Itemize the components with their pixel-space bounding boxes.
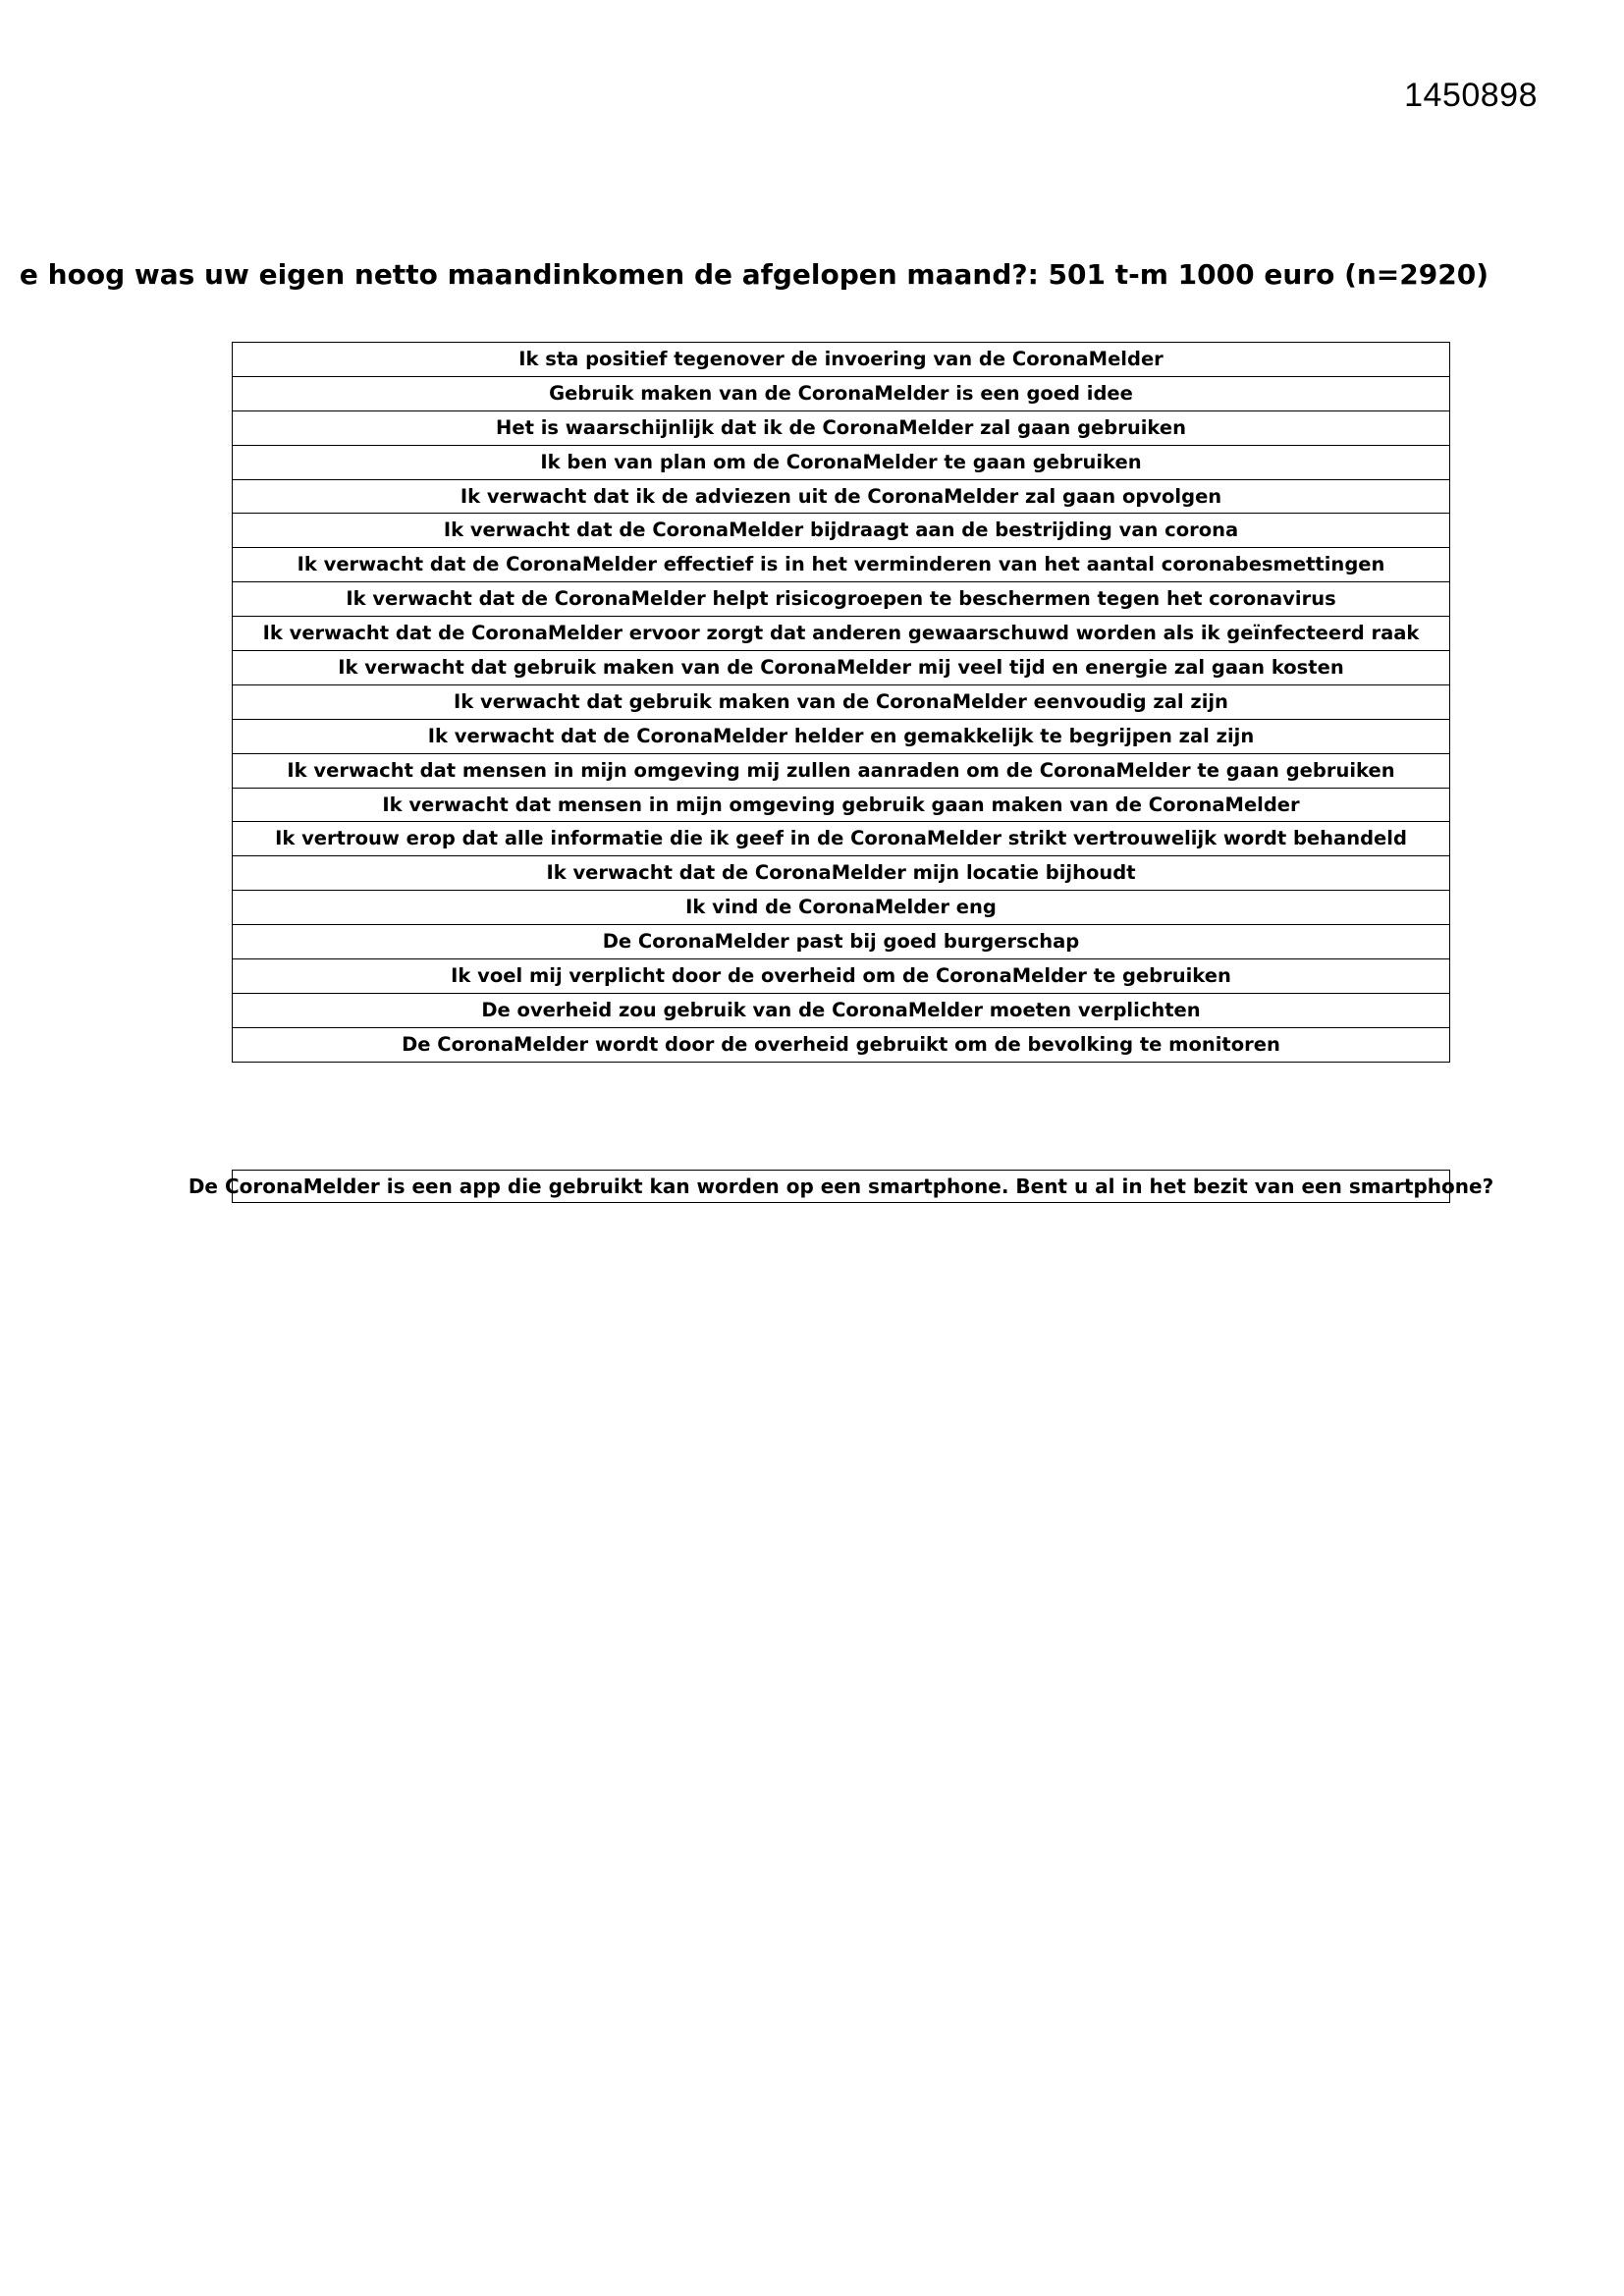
table-row (233, 788, 1450, 822)
question-box (188, 1170, 1494, 1203)
table-row (233, 925, 1450, 959)
statement-cell: Ik verwacht dat gebruik maken van de CoronaMelder mij veel tijd en energie zal gaan kosten (233, 651, 1450, 685)
table-row (233, 822, 1450, 856)
table-row (233, 959, 1450, 994)
statement-cell: Ik verwacht dat de CoronaMelder helder en gemakkelijk te begrijpen zal zijn (233, 719, 1450, 753)
table-row (233, 548, 1450, 582)
table-row (233, 651, 1450, 685)
table-row (233, 479, 1450, 514)
statement-cell: Ik verwacht dat gebruik maken van de CoronaMelder eenvoudig zal zijn (233, 684, 1450, 719)
table-row (233, 684, 1450, 719)
document-id: 1450898 (1404, 77, 1538, 114)
statement-cell: Ik voel mij verplicht door de overheid om de CoronaMelder te gebruiken (233, 959, 1450, 994)
statement-cell: Ik verwacht dat de CoronaMelder effectief is in het verminderen van het aantal coronabesmettingen (233, 548, 1450, 582)
statement-cell: Ik verwacht dat de CoronaMelder ervoor zorgt dat anderen gewaarschuwd worden als ik geïnfecteerd raak (233, 617, 1450, 651)
table-row (233, 514, 1450, 548)
statement-cell: Ik verwacht dat ik de adviezen uit de CoronaMelder zal gaan opvolgen (233, 479, 1450, 514)
question-text: De CoronaMelder is een app die gebruikt kan worden op een smartphone. Bent u al in het bezit van een smartphone? (188, 1175, 1494, 1198)
statement-cell: Ik vind de CoronaMelder eng (233, 891, 1450, 925)
statements-table (232, 342, 1450, 1063)
statement-cell: Ik ben van plan om de CoronaMelder te gaan gebruiken (233, 445, 1450, 479)
statement-cell: Ik verwacht dat de CoronaMelder bijdraagt aan de bestrijding van corona (233, 514, 1450, 548)
statement-cell: De overheid zou gebruik van de CoronaMelder moeten verplichten (233, 993, 1450, 1027)
table-row (233, 582, 1450, 617)
statement-cell: De CoronaMelder wordt door de overheid gebruikt om de bevolking te monitoren (233, 1027, 1450, 1062)
section-title: e hoog was uw eigen netto maandinkomen de afgelopen maand?: 501 t-m 1000 euro (n=2920) (19, 258, 1489, 291)
table-row (233, 343, 1450, 377)
statement-cell: Ik verwacht dat mensen in mijn omgeving mij zullen aanraden om de CoronaMelder te gaan gebruiken (233, 753, 1450, 788)
table-row (233, 753, 1450, 788)
statement-cell: Ik sta positief tegenover de invoering van de CoronaMelder (233, 343, 1450, 377)
statement-cell: De CoronaMelder past bij goed burgerschap (233, 925, 1450, 959)
statement-cell: Ik vertrouw erop dat alle informatie die ik geef in de CoronaMelder strikt vertrouwelijk wordt behandeld (233, 822, 1450, 856)
section-title-container (19, 251, 1498, 301)
table-row (233, 719, 1450, 753)
statement-cell: Ik verwacht dat de CoronaMelder mijn locatie bijhoudt (233, 856, 1450, 891)
table-row (233, 891, 1450, 925)
statement-cell: Gebruik maken van de CoronaMelder is een goed idee (233, 376, 1450, 410)
statement-cell: Ik verwacht dat mensen in mijn omgeving gebruik gaan maken van de CoronaMelder (233, 788, 1450, 822)
table-row (233, 1027, 1450, 1062)
statement-cell: Ik verwacht dat de CoronaMelder helpt risicogroepen te beschermen tegen het coronavirus (233, 582, 1450, 617)
table-row (233, 856, 1450, 891)
table-row (233, 410, 1450, 445)
table-row (233, 993, 1450, 1027)
table-row (233, 445, 1450, 479)
table-row (233, 617, 1450, 651)
statement-cell: Het is waarschijnlijk dat ik de CoronaMelder zal gaan gebruiken (233, 410, 1450, 445)
table-row (233, 376, 1450, 410)
